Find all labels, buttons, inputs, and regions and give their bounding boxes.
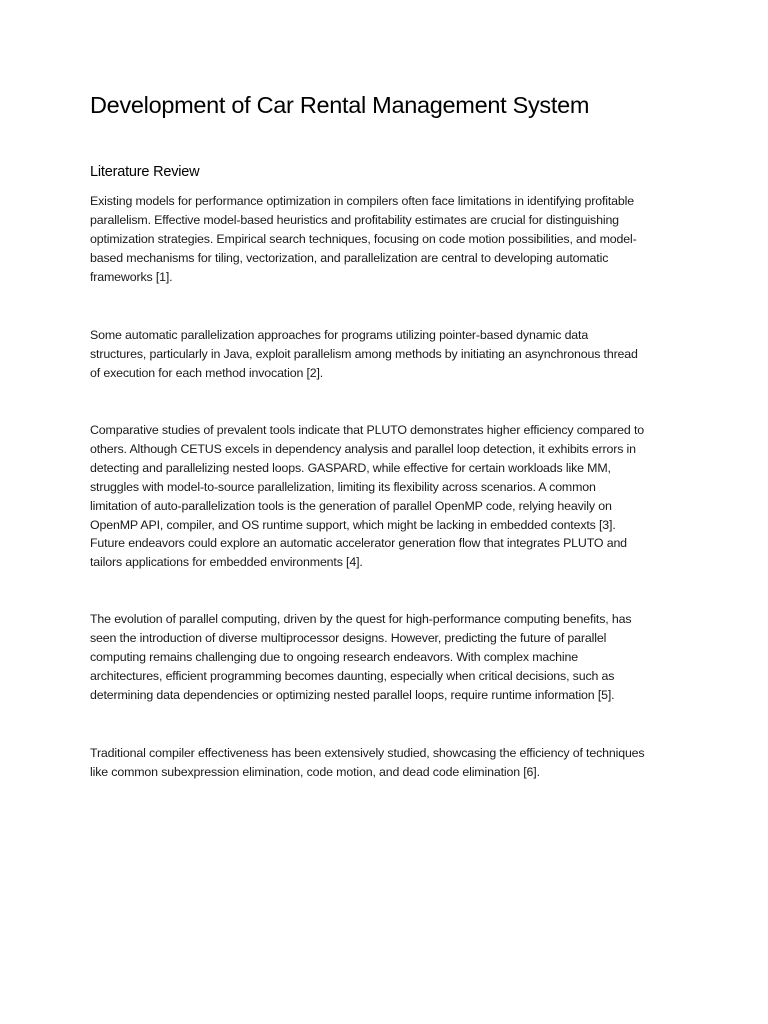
paragraph-line: The evolution of parallel computing, driven by the quest for high-performance computing benefits, has: [90, 612, 632, 626]
paragraph-4: [90, 610, 631, 705]
paragraph-line: Comparative studies of prevalent tools indicate that PLUTO demonstrates higher efficiency compared to: [90, 423, 644, 437]
paragraph-1: [90, 192, 637, 287]
paragraph-line: structures, particularly in Java, exploit parallelism among methods by initiating an asynchronous thread: [90, 346, 638, 361]
paragraph-5: [90, 744, 644, 782]
paragraph-line: tailors applications for embedded environments [4].: [90, 555, 363, 570]
paragraph-line: parallelism. Effective model-based heuristics and profitability estimates are crucial for distinguishing: [90, 212, 619, 227]
paragraph-line: Some automatic parallelization approaches for programs utilizing pointer-based dynamic data: [90, 328, 589, 342]
paragraph-line: of execution for each method invocation [2].: [90, 365, 324, 380]
paragraph-line: frameworks [1].: [90, 269, 173, 284]
paragraph-line: Future endeavors could explore an automatic accelerator generation flow that integrates PLUTO and: [90, 536, 627, 551]
paragraph-line: OpenMP API, compiler, and OS runtime support, which might be lacking in embedded contexts [3].: [90, 517, 616, 532]
paragraph-line: limitation of auto-parallelization tools is the generation of parallel OpenMP code, relying heavily on: [90, 498, 612, 513]
paragraph-2: [90, 326, 638, 383]
paragraph-line: others. Although CETUS excels in dependency analysis and parallel loop detection, it exhibits errors in: [90, 441, 636, 456]
document-title: Development of Car Rental Management System: [90, 92, 590, 118]
paragraph-3: [90, 421, 644, 572]
paragraph-line: like common subexpression elimination, code motion, and dead code elimination [6].: [90, 764, 540, 779]
paragraph-line: based mechanisms for tiling, vectorization, and parallelization are central to developing automatic: [90, 250, 609, 265]
paragraph-line: optimization strategies. Empirical search techniques, focusing on code motion possibilities, and model-: [90, 231, 637, 246]
paragraph-line: struggles with model-to-source parallelization, limiting its flexibility across scenarios. A common: [90, 479, 596, 494]
paragraph-line: Existing models for performance optimization in compilers often face limitations in identifying profitable: [90, 194, 635, 208]
paragraph-line: seen the introduction of diverse multiprocessor designs. However, predicting the future of parallel: [90, 630, 607, 645]
paragraph-line: computing remains challenging due to ongoing research endeavors. With complex machine: [90, 649, 578, 664]
paragraph-line: architectures, efficient programming becomes daunting, especially when critical decisions, such as: [90, 668, 615, 683]
paragraph-line: Traditional compiler effectiveness has been extensively studied, showcasing the efficiency of techniques: [90, 746, 645, 760]
paragraph-line: detecting and parallelizing nested loops. GASPARD, while effective for certain workloads like MM,: [90, 460, 611, 475]
section-heading: Literature Review: [90, 164, 200, 180]
paragraph-line: determining data dependencies or optimizing nested parallel loops, require runtime information [5].: [90, 687, 615, 702]
